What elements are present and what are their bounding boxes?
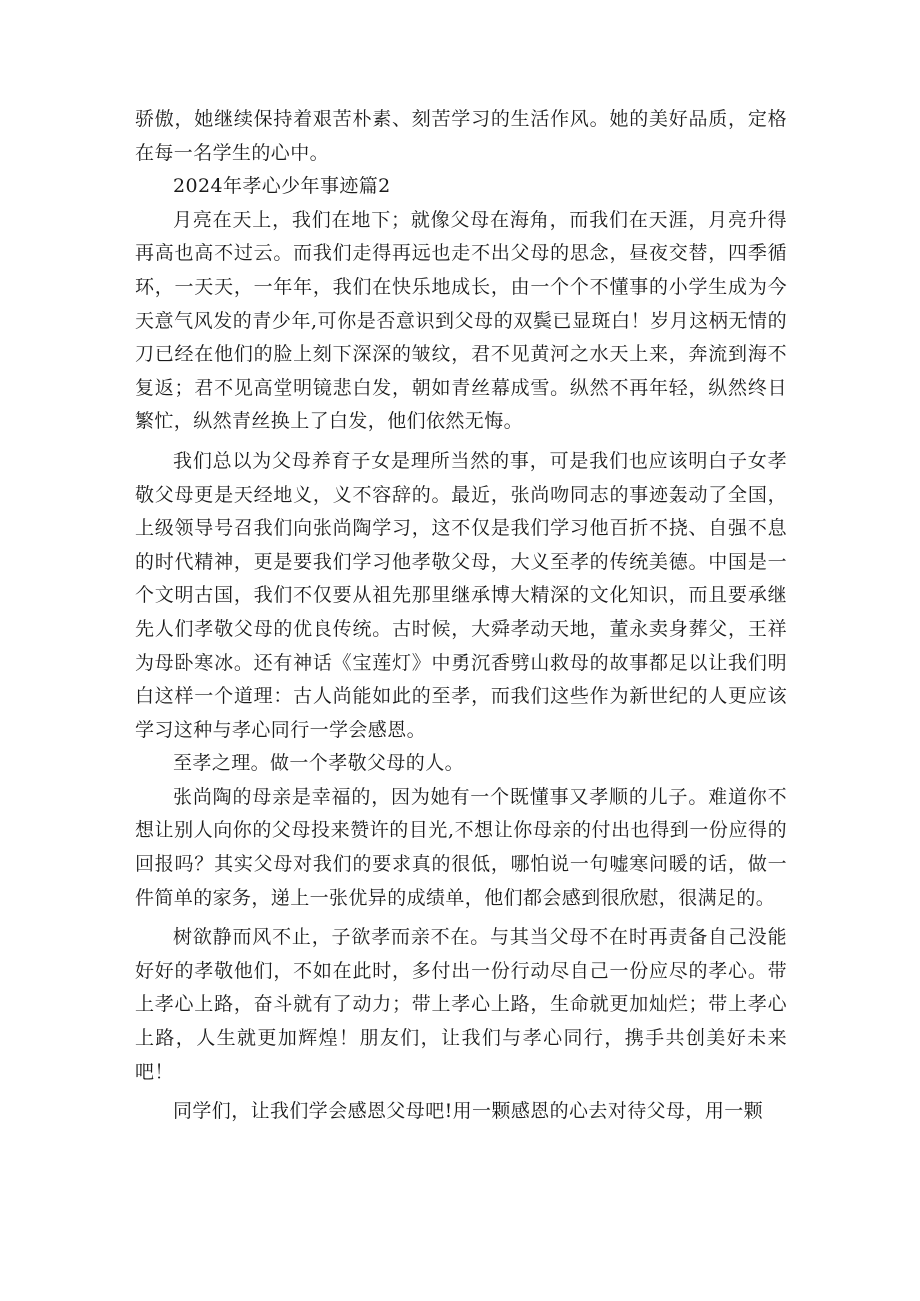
paragraph-tree: 树欲静而风不止，子欲孝而亲不在。与其当父母不在时再责备自己没能好好的孝敬他们，不如在此时，多付出一份行动尽自己一份应尽的孝心。带上孝心上路，奋斗就有了动力；带上孝心上路，生命就更加灿烂；带上孝心上路，人生就更加辉煌！朋友们，让我们与孝心同行，携手共创美好未来吧！: [135, 926, 787, 1083]
paragraph-filial-duty: 我们总以为父母养育子女是理所当然的事，可是我们也应该明白子女孝敬父母更是天经地义，义不容辞的。最近，张尚吻同志的事迹轰动了全国，上级领导号召我们向张尚陶学习，这不仅是我们学习他百折不挠、自强不息的时代精神，更是要我们学习他孝敬父母，大义至孝的传统美德。中国是一个文明古国，我们不仅要从祖先那里继承博大精深的文化知识，而且要承继先人们孝敬父母的优良传统。古时候，大舜孝动天地，董永卖身葬父，王祥为母卧寒冰。还有神话《宝莲灯》中勇沉香劈山救母的故事都足以让我们明白这样一个道理：古人尚能如此的至孝，而我们这些作为新世纪的人更应该学习这种与孝心同行一学会感恩。: [135, 449, 787, 741]
paragraph-mother: 张尚陶的母亲是幸福的，因为她有一个既懂事又孝顺的儿子。难道你不想让别人向你的父母投来赞许的目光,不想让你母亲的付出也得到一份应得的回报吗？其实父母对我们的要求真的很低，哪怕说一句嘘寒问暖的话，做一件简单的家务，递上一张优异的成绩单，他们都会感到很欣慰，很满足的。: [135, 785, 787, 909]
paragraph-classmates: 同学们，让我们学会感恩父母吧!用一颗感恩的心去对待父母，用一颗: [173, 1100, 764, 1123]
paragraph-continuation: 骄傲，她继续保持着艰苦朴素、刻苦学习的生活作风。她的美好品质，定格在每一名学生的心中。: [135, 108, 787, 164]
paragraph-moon: 月亮在天上，我们在地下；就像父母在海角，而我们在天涯，月亮升得再高也高不过云。而我们走得再远也走不出父母的思念，昼夜交替，四季循环，一天天，一年年，我们在快乐地成长，由一个个不懂事的小学生成为今天意气风发的青少年,可你是否意识到父母的双鬓已显斑白！岁月这柄无情的刀已经在他们的脸上刻下深深的皱纹，君不见黄河之水天上来，奔流到海不复返；君不见高堂明镜悲白发，朝如青丝幕成雪。纵然不再年轻，纵然终日繁忙，纵然青丝换上了白发，他们依然无悔。: [135, 208, 787, 433]
document-page: [135, 103, 787, 1129]
paragraph-short-statement: 至孝之理。做一个孝敬父母的人。: [173, 752, 465, 775]
section-heading: 2024年孝心少年事迹篇2: [173, 175, 391, 198]
